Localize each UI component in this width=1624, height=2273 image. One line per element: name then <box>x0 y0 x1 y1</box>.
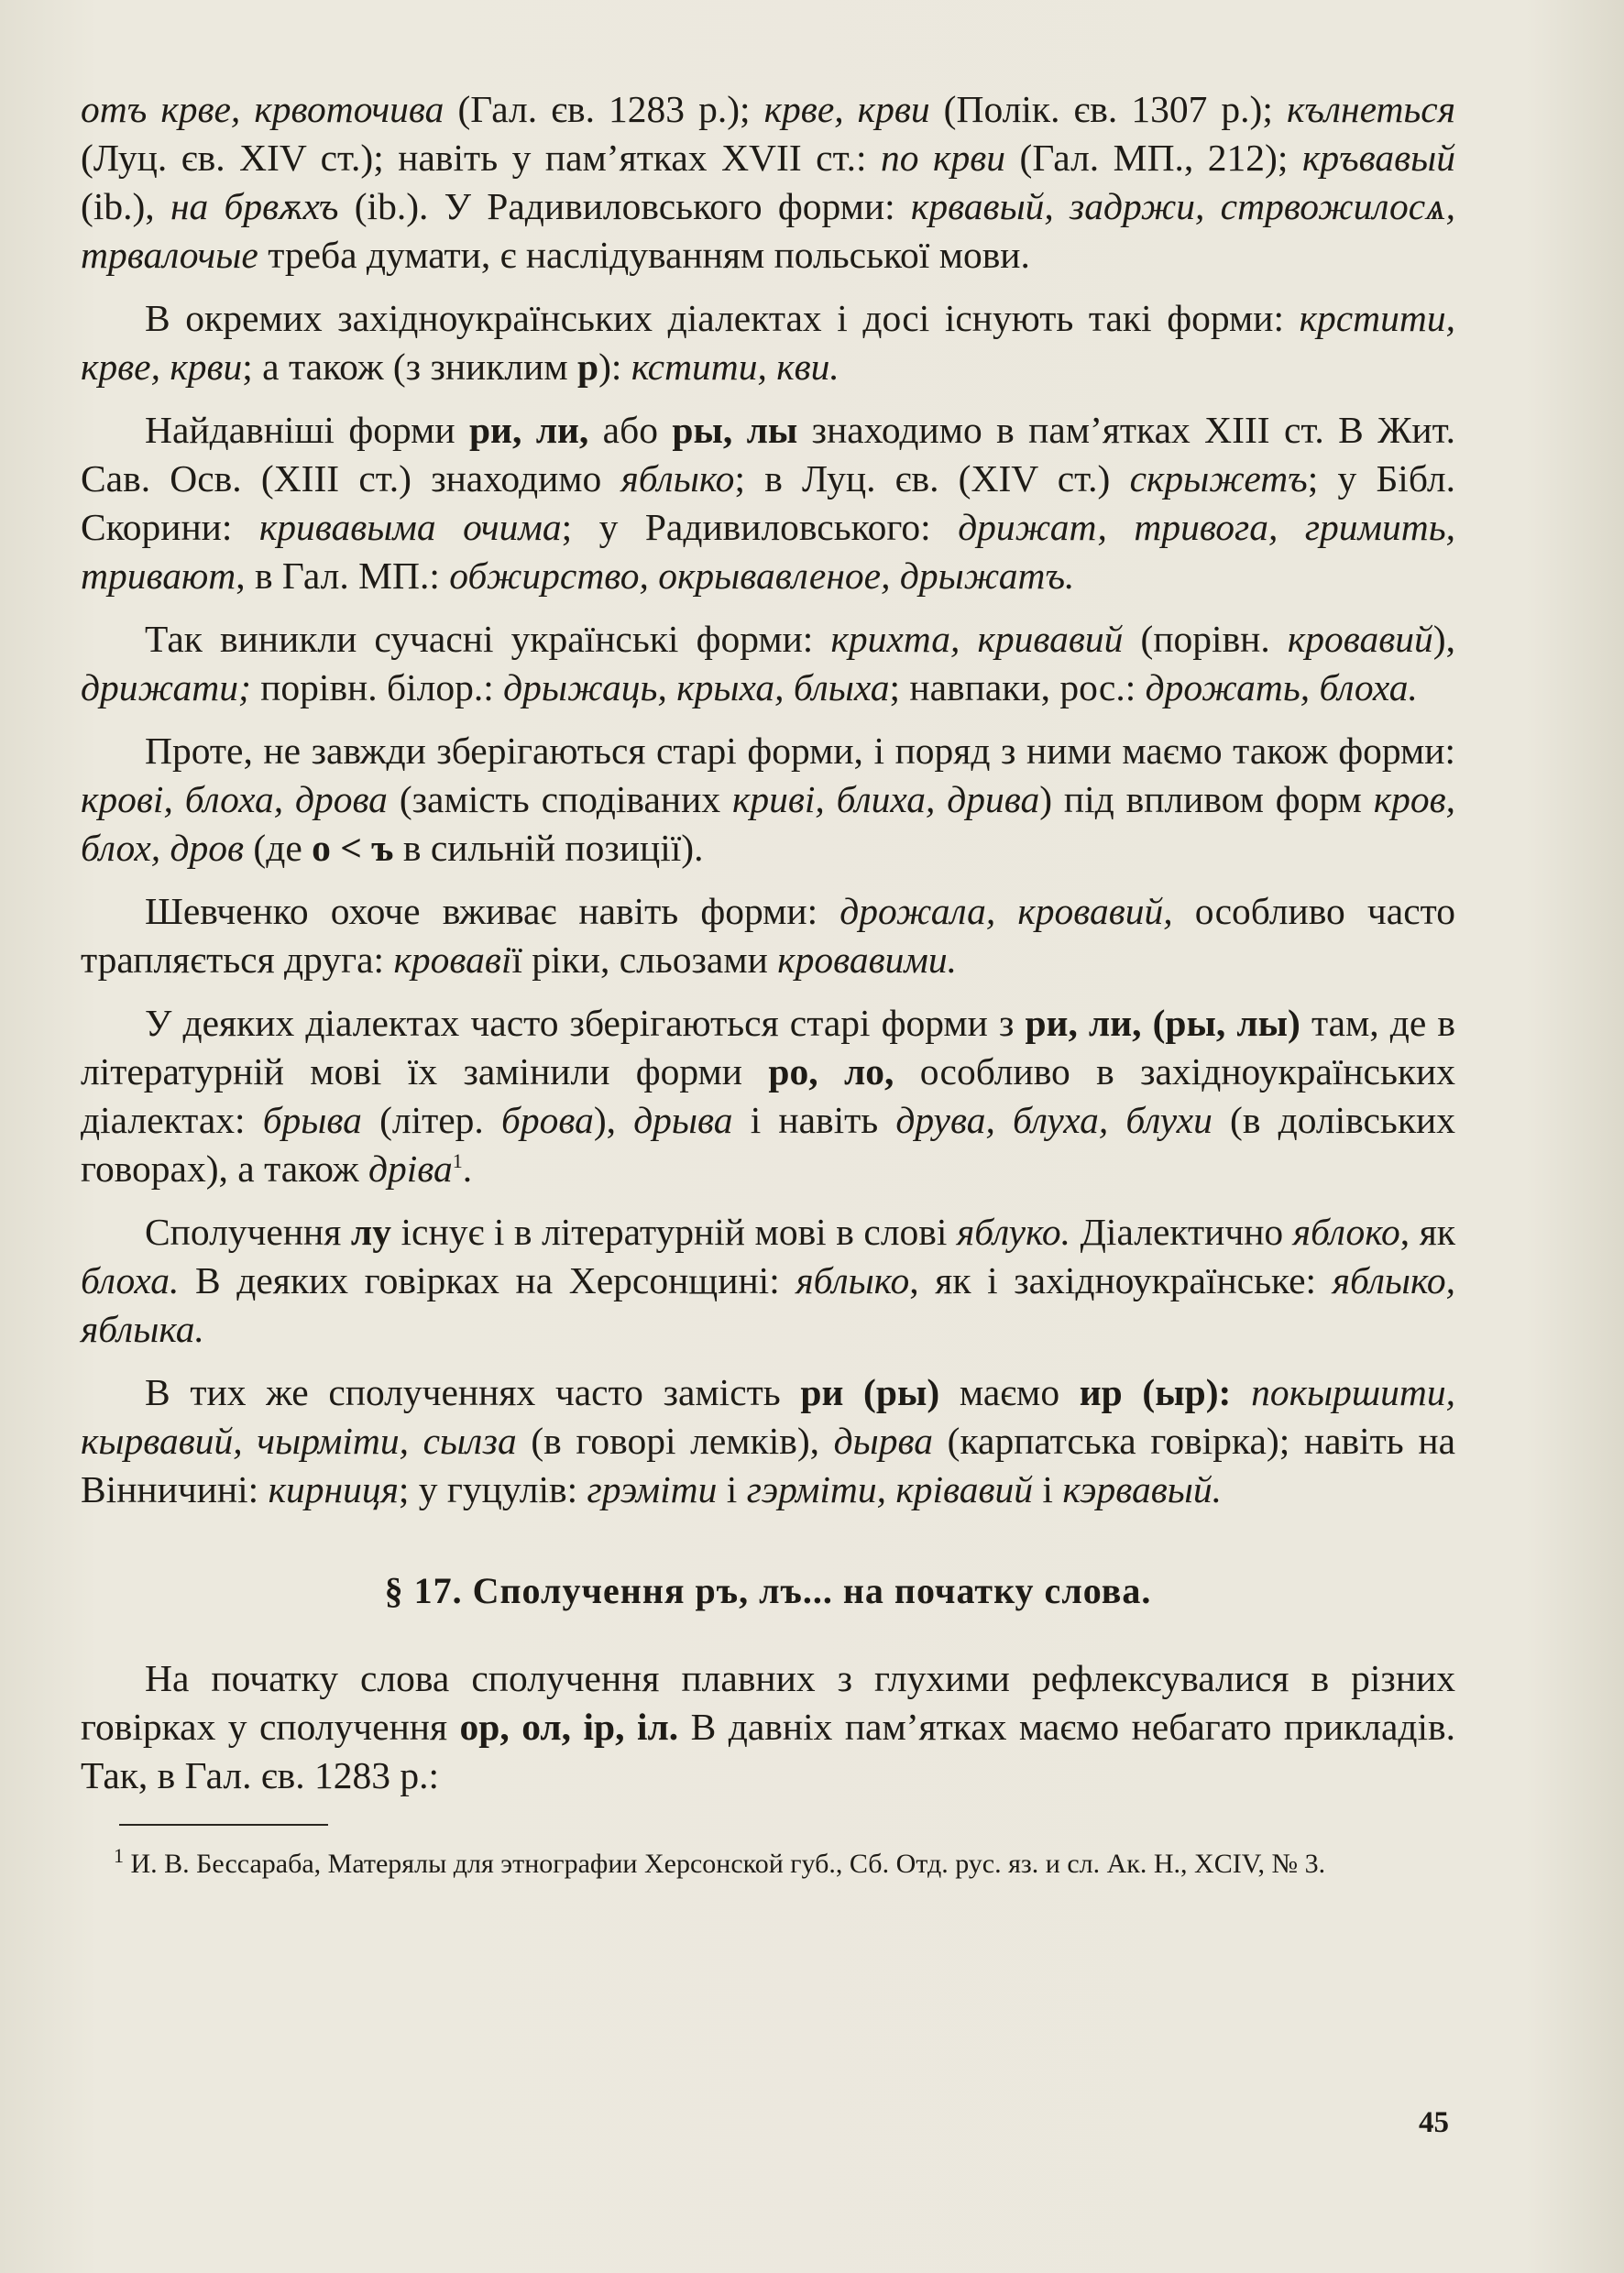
text-run: Сполучення <box>145 1211 351 1253</box>
italic-run: яблыко <box>796 1259 910 1301</box>
text-run <box>1231 1371 1251 1413</box>
text-run: і <box>1033 1468 1063 1510</box>
paragraph <box>81 1208 1455 1354</box>
text-run: . <box>462 1147 473 1190</box>
bold-run: ри (ры) <box>800 1371 940 1413</box>
text-run: треба думати, є наслідуванням польської мови. <box>258 234 1030 276</box>
italic-run: криві, блиха, дрива <box>731 778 1040 820</box>
paragraph <box>81 85 1455 280</box>
italic-run: отъ крве, крвоточива <box>81 88 444 130</box>
text-run: (карпатська говірка); навіть на Вінничині: <box>81 1420 1455 1510</box>
paragraph <box>81 615 1455 712</box>
bold-run: ро, ло, <box>768 1050 894 1093</box>
italic-run: кръвавый <box>1301 137 1455 179</box>
paragraph <box>81 999 1455 1193</box>
text-run: ): <box>598 346 631 388</box>
text-run: В окремих західноукраїнських діалектах і досі існують такі форми: <box>145 297 1300 339</box>
bold-run: ры, лы <box>672 409 798 451</box>
text-run: (Гал. МП., 212); <box>1004 137 1302 179</box>
text-run: (літер. <box>361 1099 501 1141</box>
text-run: ; у гуцулів: <box>398 1468 587 1510</box>
italic-run: дрыжаць, крыха, блыха <box>503 666 890 708</box>
footnote-rule <box>119 1824 328 1826</box>
text-run: Проте, не завжди зберігаються старі форми, і поряд з ними маємо також форми: <box>145 730 1455 772</box>
bold-run: р <box>576 346 599 388</box>
text-run: або <box>588 409 673 451</box>
text-run: ; а також (з зниклим <box>242 346 577 388</box>
italic-run: кстити, кви. <box>631 346 839 388</box>
text-run: В тих же сполученнях часто замість <box>145 1371 801 1413</box>
italic-run: дрожать, блоха. <box>1145 666 1418 708</box>
text-run: В давніх пам’ятках маємо небагато прикладів. Так, в Гал. єв. 1283 р.: <box>81 1706 1455 1796</box>
italic-run: грэміти <box>587 1468 718 1510</box>
paragraph-after-heading <box>81 1654 1455 1800</box>
italic-run: на брвѫхъ <box>170 185 339 227</box>
italic-run: крвавый, задржи, стрвожилосѧ, трвалочые <box>81 185 1455 276</box>
text-run: маємо <box>939 1371 1080 1413</box>
text-run: ) під впливом форм <box>1039 778 1374 820</box>
italic-run: обжирство, окрывавленое, дрыжатъ. <box>449 555 1075 597</box>
text-run: і навіть <box>732 1099 896 1141</box>
italic-run: дырва <box>833 1420 934 1462</box>
italic-run: крве, крви <box>763 88 930 130</box>
text-run: (де <box>244 827 313 869</box>
text-run: ), <box>1432 618 1455 660</box>
text-run: У деяких діалектах часто зберігаються старі форми з <box>145 1002 1026 1044</box>
text-run: особливо в західноукраїнських діалектах: <box>81 1050 1455 1141</box>
text-run: Найдавніші форми <box>145 409 469 451</box>
footnote-mark: 1 <box>114 1844 124 1867</box>
text-run: (в говорі лемків), <box>516 1420 834 1462</box>
italic-run: блоха. <box>81 1259 180 1301</box>
bold-run: лу <box>350 1211 391 1253</box>
footnote <box>81 1842 1455 1885</box>
italic-run: кълнеться <box>1286 88 1456 130</box>
text-run: ), <box>593 1099 634 1141</box>
italic-run: кэрвавый. <box>1062 1468 1222 1510</box>
italic-run: кривавыма очима <box>258 506 562 548</box>
italic-run: дрижати; <box>81 666 251 708</box>
italic-run: дріва <box>368 1147 453 1190</box>
italic-run: кровавими. <box>777 939 957 981</box>
text-run: , як і західноукраїнське: <box>909 1259 1333 1301</box>
footnote-ref: 1 <box>452 1149 463 1173</box>
body-text <box>81 85 1455 1514</box>
text-run: ; у Радивиловського: <box>561 506 959 548</box>
italic-run: брыва <box>262 1099 362 1141</box>
italic-run: крові, блоха, дрова <box>81 778 388 820</box>
text-run: ; у Бібл. Скорини: <box>81 457 1455 548</box>
text-run: (Полік. єв. 1307 р.); <box>929 88 1287 130</box>
italic-run: яблыко <box>620 457 735 500</box>
paragraph <box>81 887 1455 984</box>
italic-run: яблоко <box>1292 1211 1400 1253</box>
italic-run: друва, блуха, блухи <box>895 1099 1213 1141</box>
text-run: , в Гал. МП.: <box>236 555 450 597</box>
text-run: На початку слова сполучення плавних з глухими рефлексувалися в різних говірках у сполучення <box>81 1657 1455 1748</box>
text-run: (в долівських говорах), а також <box>81 1099 1455 1190</box>
italic-run: дрижат, тривога, гримить, тривают <box>81 506 1455 597</box>
italic-run: яблыко, яблыка. <box>81 1259 1455 1350</box>
bold-run: ир (ыр): <box>1079 1371 1232 1413</box>
text-run: В деяких говірках на Херсонщині: <box>179 1259 796 1301</box>
paragraph <box>81 1368 1455 1514</box>
bold-run: ри, ли, (ры, лы) <box>1025 1002 1300 1044</box>
text-run: (ib.), <box>81 185 170 227</box>
italic-run: гэрміти, крівавий <box>746 1468 1034 1510</box>
italic-run: кров, блох, дров <box>81 778 1455 869</box>
page-number: 45 <box>1419 2106 1449 2139</box>
bold-run: о < ъ <box>312 827 394 869</box>
paragraph <box>81 294 1455 391</box>
bold-run: ор, ол, ір, іл. <box>459 1706 679 1748</box>
italic-run: кровавий <box>1287 618 1433 660</box>
italic-run: брова <box>500 1099 594 1141</box>
text-run: Діалектично <box>1070 1211 1293 1253</box>
italic-run: кирниця <box>268 1468 399 1510</box>
text-run: Так виникли сучасні українські форми: <box>145 618 831 660</box>
italic-run: по крви <box>881 137 1005 179</box>
text-run: особливо часто трапляється друга: <box>81 890 1455 981</box>
text-run: (порівн. <box>1123 618 1288 660</box>
footnote-text: И. В. Бессараба, Матерялы для этнографии Херсонской губ., Сб. Отд. рус. яз. и сл. Ак. Н., XCIV, № 3. <box>124 1849 1326 1879</box>
text-run: (Луц. єв. XIV ст.); навіть у пам’ятках XVII ст.: <box>81 137 882 179</box>
text-run: ; в Луц. єв. (XIV ст.) <box>734 457 1130 500</box>
italic-run: скрыжетъ <box>1129 457 1308 500</box>
bold-run: ри, ли, <box>468 409 589 451</box>
italic-run: крихта, кривавий <box>830 618 1124 660</box>
italic-run: кроваві <box>393 939 512 981</box>
italic-run: дрыва <box>633 1099 733 1141</box>
italic-run: дрожала, кровавий, <box>839 890 1173 932</box>
italic-run: крстити, крве, крви <box>81 297 1455 388</box>
paragraph <box>81 727 1455 873</box>
text-run: , як <box>1399 1211 1455 1253</box>
text-run: і <box>717 1468 747 1510</box>
italic-run: покыршити, кырвавий, чырміти, сылза <box>81 1371 1456 1462</box>
page-content <box>81 85 1455 1885</box>
text-run: Шевченко охоче вживає навіть форми: <box>145 890 840 932</box>
text-run: (Гал. єв. 1283 р.); <box>444 88 764 130</box>
text-run: (ib.). У Радивиловського форми: <box>338 185 911 227</box>
italic-run: яблуко. <box>956 1211 1071 1253</box>
paragraph <box>81 406 1455 600</box>
section-heading: § 17. Сполучення ръ, лъ... на початку слова. <box>384 1570 1152 1611</box>
text-run: там, де в літературній мові їх замінили форми <box>81 1002 1455 1093</box>
text-run: (замість сподіваних <box>387 778 732 820</box>
text-run: ; навпаки, рос.: <box>889 666 1146 708</box>
text-run: існує і в літературній мові в слові <box>390 1211 957 1253</box>
text-run: ї ріки, сльозами <box>511 939 778 981</box>
text-run: порівн. білор.: <box>250 666 504 708</box>
text-run: в сильній позиції). <box>393 827 704 869</box>
text-run: знаходимо в пам’ятках XIII ст. В Жит. Сав. Осв. (XIII ст.) знаходимо <box>81 409 1456 500</box>
